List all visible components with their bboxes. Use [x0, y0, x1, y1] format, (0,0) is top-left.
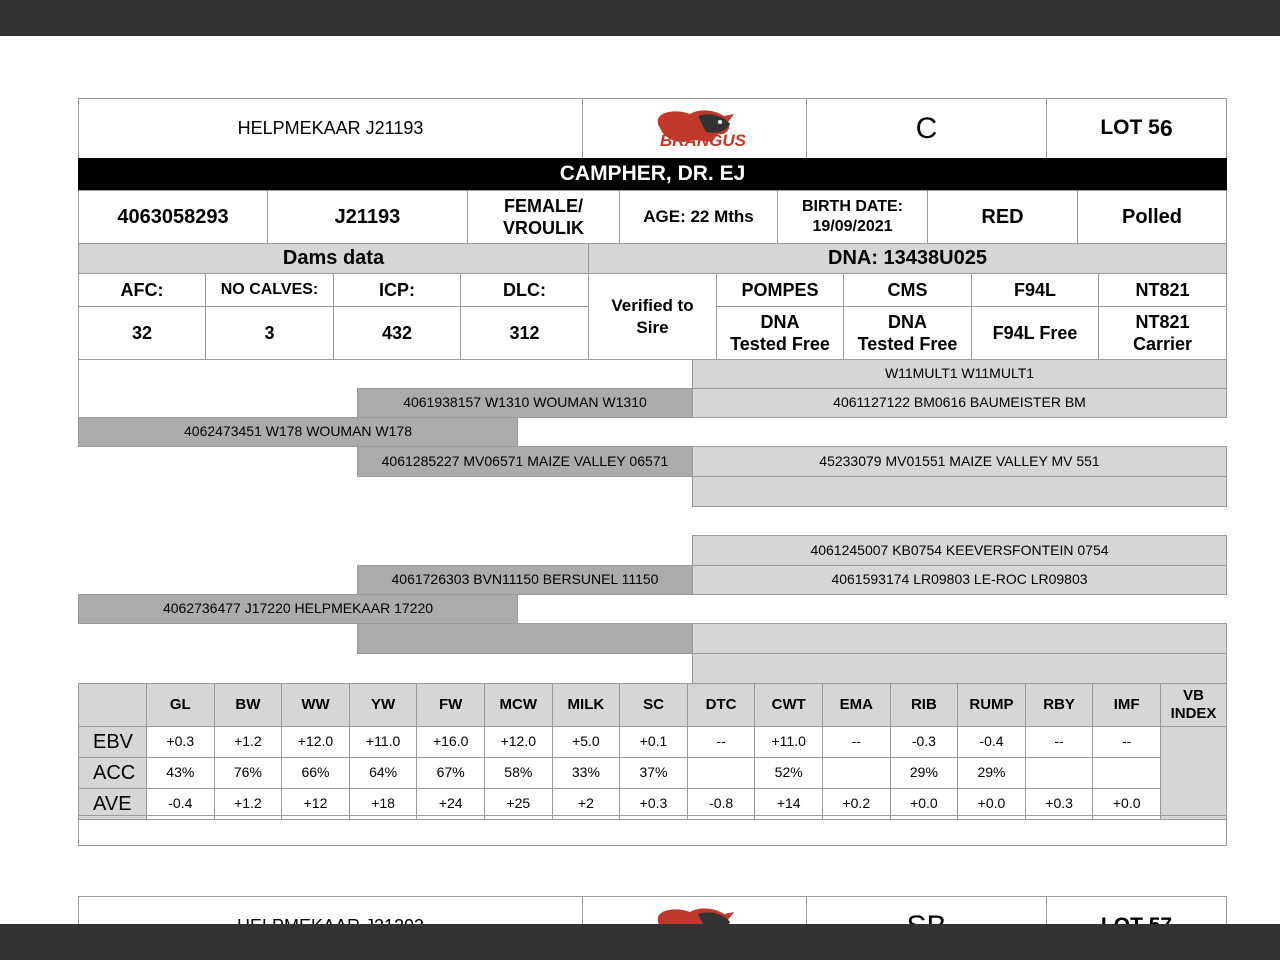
ebv-cell: -- [1025, 726, 1094, 758]
ebv-cell: -0.3 [890, 726, 959, 758]
nt821-header: NT821 [1098, 273, 1227, 307]
horn-status: Polled [1077, 190, 1227, 244]
lot-prefix: LOT 5 [1100, 116, 1160, 140]
ebv-cell: +14 [754, 788, 823, 820]
pedigree-sire-dam-sire: 45233079 MV01551 MAIZE VALLEY MV 551 [692, 446, 1227, 477]
animal-tag: J21193 [267, 190, 468, 244]
f94l-result: F94L Free [971, 306, 1099, 360]
lot-digit: 6 [1159, 115, 1173, 142]
ebv-col-header-bw: BW [214, 683, 283, 727]
ebv-cell: +0.3 [619, 788, 688, 820]
viewer-bottom-bar [0, 924, 1280, 960]
next-card-preview [0, 896, 1280, 924]
verified-line1: Verified to [611, 296, 694, 316]
ebv-col-header-rby: RBY [1025, 683, 1094, 727]
ebv-col-header-mcw: MCW [484, 683, 553, 727]
ebv-row-label-ave: AVE [78, 788, 147, 820]
pedigree-sire: 4062473451 W178 WOUMAN W178 [78, 417, 518, 447]
ebv-cell: -0.4 [146, 788, 215, 820]
ebv-cell: +5.0 [552, 726, 621, 758]
afc-header: AFC: [78, 273, 206, 307]
verified-line2: Sire [636, 317, 669, 337]
dna-number: DNA: 13438U025 [588, 243, 1227, 274]
ebv-col-header-rib: RIB [890, 683, 959, 727]
pompes-line2: Tested Free [730, 334, 830, 354]
afc-value: 32 [78, 306, 206, 360]
ebv-cell: +0.0 [957, 788, 1026, 820]
brangus-logo [582, 98, 807, 159]
ebv-cell: +12.0 [484, 726, 553, 758]
pompes-line1: DNA [760, 311, 800, 332]
ebv-cell: 58% [484, 757, 553, 789]
ebv-col-header-yw: YW [349, 683, 418, 727]
ebv-footer-row [78, 815, 1227, 846]
cms-line1: DNA [888, 311, 927, 332]
no-calves-value: 3 [205, 306, 334, 360]
nt821-result [1098, 306, 1227, 360]
age: AGE: 22 Mths [619, 190, 778, 244]
f94l-header: F94L [971, 273, 1099, 307]
ebv-cell: +1.2 [214, 788, 283, 820]
ebv-col-header-sc: SC [619, 683, 688, 727]
ebv-cell: -- [1092, 726, 1161, 758]
ebv-cell: +11.0 [754, 726, 823, 758]
ebv-corner-cell [78, 683, 147, 727]
farm-name: HELPMEKAAR J21193 [78, 98, 583, 159]
ebv-cell [687, 757, 756, 789]
ebv-cell: 67% [416, 757, 485, 789]
ebv-cell: +12 [281, 788, 350, 820]
verified-to-sire [588, 273, 717, 360]
vb-index-line1: VB [1183, 687, 1204, 704]
vb-index-header [1160, 683, 1227, 727]
owner-bar: CAMPHER, DR. EJ [78, 158, 1227, 191]
grade: C [806, 98, 1047, 159]
dams-data-title: Dams data [78, 243, 589, 274]
cms-header: CMS [843, 273, 972, 307]
pedigree-dam-sire: 4061726303 BVN11150 BERSUNEL 11150 [357, 565, 693, 595]
pedigree-dam-dam [357, 623, 693, 654]
ebv-cell: +24 [416, 788, 485, 820]
pedigree-dam-sire-sire: 4061245007 KB0754 KEEVERSFONTEIN 0754 [692, 535, 1227, 566]
icp-value: 432 [333, 306, 461, 360]
ebv-cell [822, 757, 891, 789]
ebv-row-label-ebv: EBV [78, 726, 147, 758]
ebv-cell: +0.2 [822, 788, 891, 820]
ebv-col-header-dtc: DTC [687, 683, 756, 727]
pompes-header: POMPES [716, 273, 844, 307]
colour: RED [927, 190, 1078, 244]
pompes-result [716, 306, 844, 360]
logo-text: BRANGUS [659, 130, 746, 150]
birth-value: 19/09/2021 [812, 218, 893, 235]
birth-label: BIRTH DATE: [801, 198, 904, 215]
ebv-row-label-acc: ACC [78, 757, 147, 789]
ebv-cell: 52% [754, 757, 823, 789]
sex-line2: VROULIK [503, 218, 584, 238]
cms-result [843, 306, 972, 360]
pedigree-dam-sire-dam: 4061593174 LR09803 LE-ROC LR09803 [692, 565, 1227, 595]
ebv-col-header-ww: WW [281, 683, 350, 727]
nt821-line2: Carrier [1132, 334, 1193, 354]
ebv-cell: 76% [214, 757, 283, 789]
ebv-cell: +18 [349, 788, 418, 820]
ebv-cell: -0.4 [957, 726, 1026, 758]
sex-line1: FEMALE/ [504, 195, 583, 216]
ebv-cell: +16.0 [416, 726, 485, 758]
ebv-cell: 29% [890, 757, 959, 789]
viewer-top-bar [0, 0, 1280, 36]
pedigree-sire-sire: 4061938157 W1310 WOUMAN W1310 [357, 388, 693, 418]
ebv-cell: +2 [552, 788, 621, 820]
ebv-cell: +0.3 [1025, 788, 1094, 820]
nt821-line1: NT821 [1135, 311, 1190, 332]
vb-index-value [1160, 726, 1227, 820]
pedigree-sire-sire-dam: 4061127122 BM0616 BAUMEISTER BM [692, 388, 1227, 418]
lot-number [1046, 98, 1227, 159]
ebv-col-header-gl: GL [146, 683, 215, 727]
registration-number: 4063058293 [78, 190, 268, 244]
no-calves-header: NO CALVES: [205, 273, 334, 307]
icp-header: ICP: [333, 273, 461, 307]
pedigree-sire-dam-dam [692, 476, 1227, 507]
birth-date [777, 190, 928, 244]
dlc-header: DLC: [460, 273, 589, 307]
ebv-col-header-rump: RUMP [957, 683, 1026, 727]
ebv-cell: 37% [619, 757, 688, 789]
ebv-cell: +11.0 [349, 726, 418, 758]
ebv-cell: 29% [957, 757, 1026, 789]
ebv-cell: -- [822, 726, 891, 758]
ebv-cell: 66% [281, 757, 350, 789]
bull-logo-icon [620, 106, 770, 152]
ebv-col-header-milk: MILK [552, 683, 621, 727]
ebv-col-header-imf: IMF [1092, 683, 1161, 727]
ebv-col-header-fw: FW [416, 683, 485, 727]
dlc-value: 312 [460, 306, 589, 360]
ebv-col-header-ema: EMA [822, 683, 891, 727]
ebv-cell: 43% [146, 757, 215, 789]
ebv-cell: -0.8 [687, 788, 756, 820]
cms-line2: Tested Free [857, 334, 958, 354]
pedigree-dam: 4062736477 J17220 HELPMEKAAR 17220 [78, 594, 518, 624]
ebv-cell [1025, 757, 1094, 789]
ebv-cell: -- [687, 726, 756, 758]
ebv-cell: +25 [484, 788, 553, 820]
ebv-col-header-cwt: CWT [754, 683, 823, 727]
ebv-cell: +0.0 [1092, 788, 1161, 820]
vb-index-line2: INDEX [1170, 705, 1217, 722]
ebv-cell: +0.1 [619, 726, 688, 758]
ebv-cell: +1.2 [214, 726, 283, 758]
ebv-cell: +0.0 [890, 788, 959, 820]
pedigree-sire-dam: 4061285227 MV06571 MAIZE VALLEY 06571 [357, 446, 693, 477]
pedigree-dam-dam-sire [692, 623, 1227, 654]
ebv-cell [1092, 757, 1161, 789]
pedigree-sire-sire-sire: W11MULT1 W11MULT1 [692, 359, 1227, 389]
ebv-cell: +12.0 [281, 726, 350, 758]
ebv-cell: +0.3 [146, 726, 215, 758]
pedigree-dam-dam-dam [692, 653, 1227, 684]
ebv-cell: 64% [349, 757, 418, 789]
sex [467, 190, 620, 244]
ebv-cell: 33% [552, 757, 621, 789]
